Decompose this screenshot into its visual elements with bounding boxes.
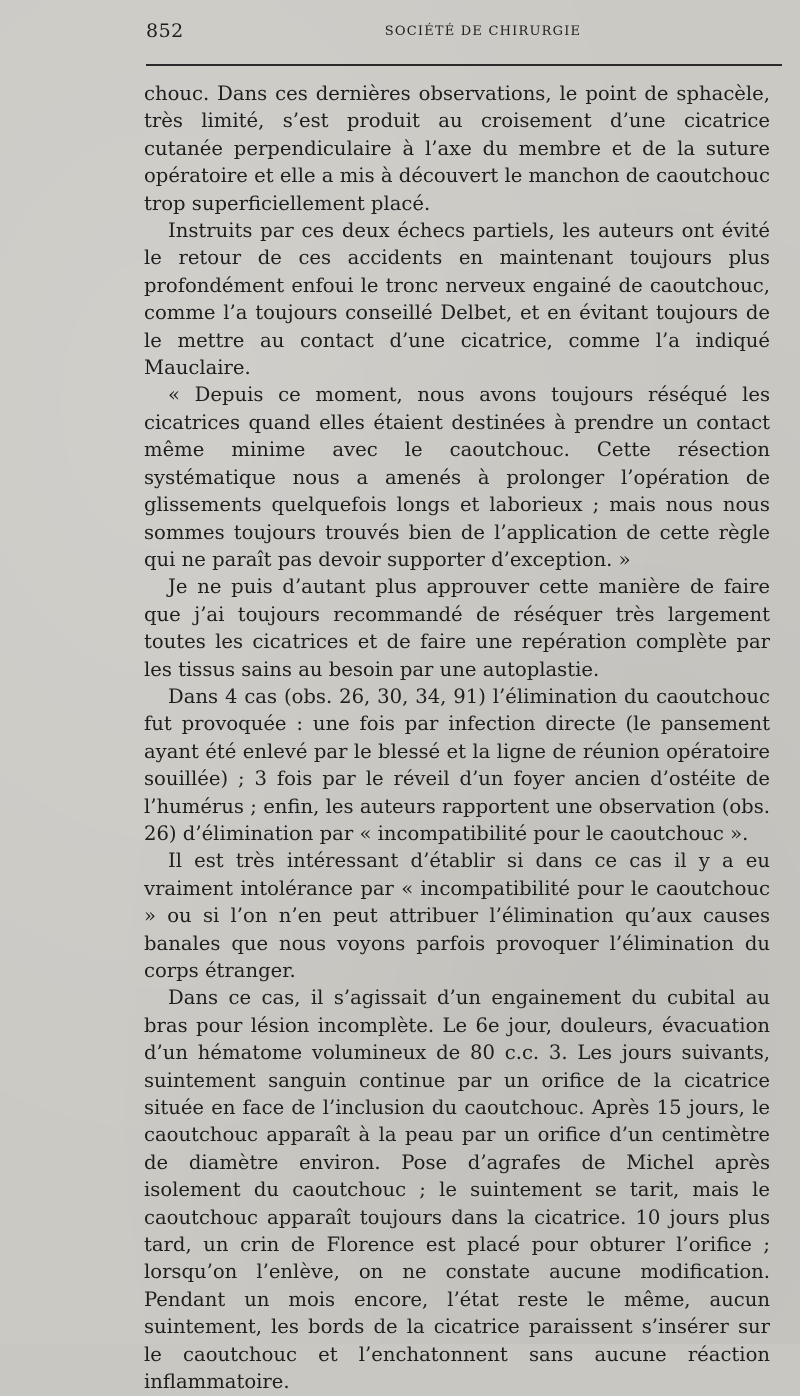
page-header xyxy=(146,18,770,48)
header-rule xyxy=(146,64,782,66)
paragraph: Je ne puis d’autant plus approuver cette manière de faire que j’ai toujours recommandé de réséquer très largement toutes les cicatrices et de faire une repération complète par les tissus sains au besoin par une autoplastie. xyxy=(144,575,770,681)
paragraph: Il est très intéressant d’établir si dans ce cas il y a eu vraiment intolérance par « incompatibilité pour le caoutchouc » ou si l’on n’en peut attribuer l’élimination qu’aux causes banales que nous voyons parfois provoquer l’élimination du corps étranger. xyxy=(144,849,770,982)
body-text xyxy=(144,80,770,1396)
running-title: SOCIÉTÉ DE CHIRURGIE xyxy=(384,24,582,39)
page-number: 852 xyxy=(146,20,184,42)
paragraph: Dans ce cas, il s’agissait d’un engainement du cubital au bras pour lésion incomplète. Le 6e jour, douleurs, évacuation d’un hématome volumineux de 80 c.c. 3. Les jours suivants, suintement sanguin continue par un orifice de la cicatrice située en face de l’inclusion du caoutchouc. Après 15 jours, le caoutchouc apparaît à la peau par un orifice d’un centimètre de diamètre environ. Pose d’agrafes de Michel après isolement du caoutchouc ; le suintement se tarit, mais le caoutchouc apparaît toujours dans la cicatrice. 10 jours plus tard, un crin de Florence est placé pour obturer l’orifice ; lorsqu’on l’enlève, on ne constate aucune modification. Pendant un mois encore, l’état reste le même, aucun suintement, les bords de la cicatrice paraissent s’insérer sur le caoutchouc et l’enchatonnent sans aucune réaction inflammatoire. xyxy=(144,986,770,1394)
paragraph: Dans 4 cas (obs. 26, 30, 34, 91) l’élimination du caoutchouc fut provoquée : une fois par infection directe (le pansement ayant été enlevé par le blessé et la ligne de réunion opératoire souillée) ; 3 fois par le réveil d’un foyer ancien d’ostéite de l’humérus ; enfin, les auteurs rapportent une observation (obs. 26) d’élimination par « incompatibilité pour le caoutchouc ». xyxy=(144,684,770,845)
paragraph: chouc. Dans ces dernières observations, le point de sphacèle, très limité, s’est produit au croisement d’une cicatrice cutanée perpendiculaire à l’axe du membre et de la suture opératoire et elle a mis à découvert le manchon de caoutchouc trop superficiellement placé. xyxy=(144,82,770,215)
paragraph: Instruits par ces deux échecs partiels, les auteurs ont évité le retour de ces accidents en maintenant toujours plus profondément enfoui le tronc nerveux engainé de caoutchouc, comme l’a toujours conseillé Delbet, et en évitant toujours de le mettre au contact d’une cicatrice, comme l’a indiqué Mauclaire. xyxy=(144,219,770,380)
paragraph: « Depuis ce moment, nous avons toujours réséqué les cicatrices quand elles étaient destinées à prendre un contact même minime avec le caoutchouc. Cette résection systématique nous a amenés à prolonger l’opération de glissements quelquefois longs et laborieux ; mais nous nous sommes toujours trouvés bien de l’application de cette règle qui ne paraît pas devoir supporter d’exception. » xyxy=(144,383,770,571)
